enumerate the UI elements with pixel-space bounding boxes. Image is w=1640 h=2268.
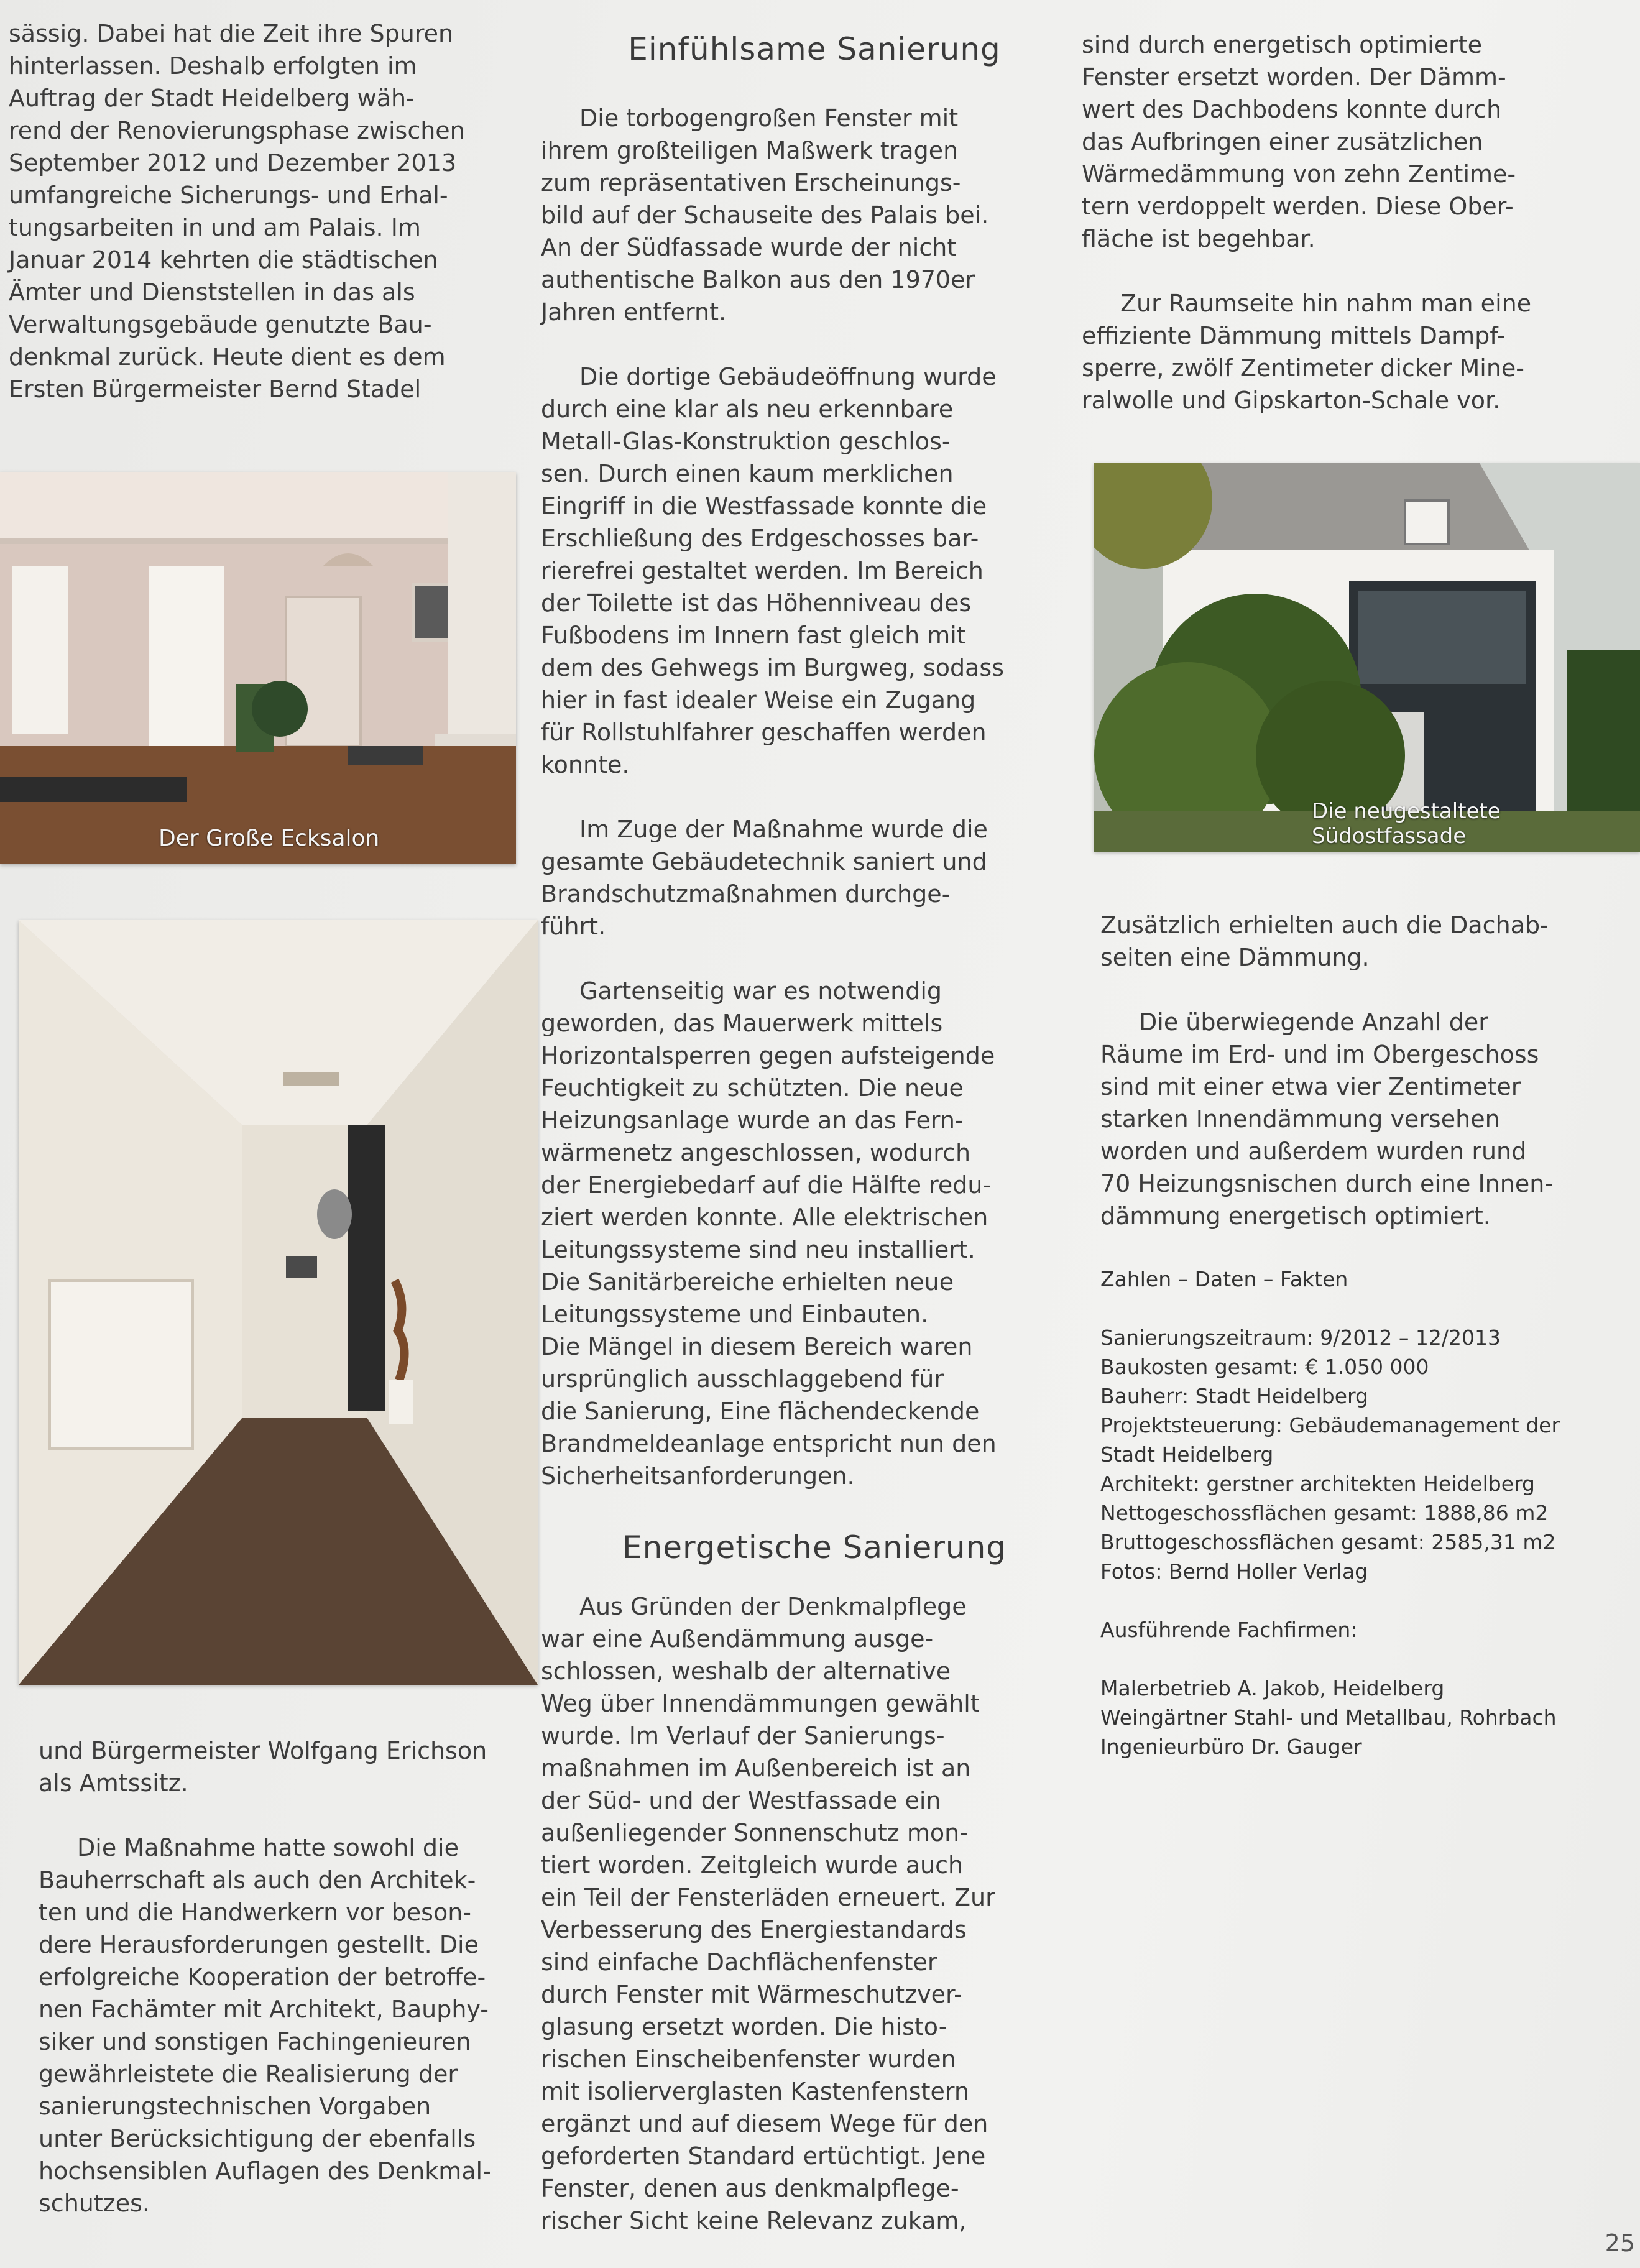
salon-image bbox=[0, 472, 516, 864]
facts-title: Zahlen – Daten – Fakten bbox=[1100, 1267, 1348, 1291]
paragraph: und Bürgermeister Wolfgang Erichson als Amtssitz. bbox=[39, 1737, 487, 1797]
paragraph: sässig. Dabei hat die Zeit ihre Spuren hinterlassen. Deshalb erfolgten im Auftrag der Stadt Heidelberg wäh- rend der Renovierungsphase zwischen September 2012 und Dezember 2013 umfangreiche Sicherungs- und Erhal- tungsarbeiten in und am Palais. Im Januar 2014 kehrten die städtischen Ämter und Dienststellen in das als Verwaltungsgebäude genutzte Bau- denkmal zurück. Heute dient es dem Ersten Bürgermeister Bernd Stadel bbox=[9, 20, 465, 403]
paragraph: Im Zuge der Maßnahme wurde die gesamte Gebäudetechnik saniert und Brandschutzmaßnahmen durchge- führt. bbox=[541, 816, 988, 940]
column-1-bottom bbox=[39, 1735, 536, 2220]
page-number: 25 bbox=[1605, 2229, 1635, 2257]
photo-corridor bbox=[19, 920, 538, 1685]
paragraph: Die Maßnahme hatte sowohl die Bauherrschaft als auch den Architek- ten und die Handwerkern vor beson- dere Herausforderungen gestellt. Die erfolgreiche Kooperation der betroffe- nen Fachämter mit Architekt, Bauphy- siker und sonstigen Fachingenieuren gewährleistete die Realisierung der sanierungstechnischen Vorgaben unter Berücksichtigung der ebenfalls hochsensiblen Auflagen des Denkmal- schutzes. bbox=[39, 1834, 491, 2217]
heading-energetische-sanierung: Energetische Sanierung bbox=[622, 1529, 1007, 1565]
photo-ecksalon bbox=[0, 472, 516, 864]
firms-list: Malerbetrieb A. Jakob, Heidelberg Weingärtner Stahl- und Metallbau, Rohrbach Ingenieurbüro Dr. Gauger bbox=[1100, 1676, 1557, 1759]
caption-ecksalon: Der Große Ecksalon bbox=[159, 826, 380, 851]
caption-suedostfassade: Die neugestaltete Südostfassade bbox=[1312, 799, 1501, 849]
paragraph: Gartenseitig war es notwendig geworden, das Mauerwerk mittels Horizontalsperren gegen aufsteigende Feuchtigkeit zu schützten. Die neue Heizungsanlage wurde an das Fern- wärmenetz angeschlossen, wodurch der Energiebedarf auf die Hälfte redu- ziert werden konnte. Alle elektrischen Leitungssysteme sind neu installiert. Die Sanitärbereiche erhielten neue Leitungssysteme und Einbauten. Die Mängel in diesem Bereich waren ursprünglich ausschlaggebend für die Sanierung, Eine flächendeckende Brandmeldeanlage entspricht nun den Sicherheitsanforderungen. bbox=[541, 977, 997, 1490]
column-3-bottom bbox=[1100, 909, 1635, 1761]
paragraph: Die torbogengroßen Fenster mit ihrem großteiligen Maßwerk tragen zum repräsentativen Erscheinungs- bild auf der Schauseite des Palais bei. An der Südfassade wurde der nicht authentische Balkon aus den 1970er Jahren entfernt. bbox=[541, 104, 989, 326]
photo-suedostfassade bbox=[1094, 463, 1640, 852]
paragraph: Die dortige Gebäudeöffnung wurde durch eine klar als neu erkennbare Metall-Glas-Konstruktion geschlos- sen. Durch einen kaum merklichen Eingriff in die Westfassade konnte die Erschließung des Erdgeschosses bar- rierefrei gestaltet werden. Im Bereich der Toilette ist das Höhenniveau des Fußbodens im Innern fast gleich mit dem des Gehwegs im Burgweg, sodass hier in fast idealer Weise ein Zugang für Rollstuhlfahrer geschaffen werden konnte. bbox=[541, 363, 1005, 778]
paragraph: Die überwiegende Anzahl der Räume im Erd- und im Obergeschoss sind mit einer etwa vier Zentimeter starken Innendämmung versehen worden und außerdem wurden rund 70 Heizungsnischen durch eine Innen- dämmung energetisch optimiert. bbox=[1100, 1008, 1554, 1230]
facade-image bbox=[1094, 463, 1640, 852]
firms-title: Ausführende Fachfirmen: bbox=[1100, 1618, 1358, 1642]
paragraph: Aus Gründen der Denkmalpflege war eine Außendämmung ausge- schlossen, weshalb der alternative Weg über Innendämmungen gewählt wurde. Im Verlauf der Sanierungs- maßnahmen im Außenbereich ist an der Süd- und der Westfassade ein außenliegender Sonnenschutz mon- tiert worden. Zeitgleich wurde auch ein Teil der Fensterläden erneuert. Zur Verbesserung des Energiestandards sind einfache Dachflächenfenster durch Fenster mit Wärmeschutzver- glasung ersetzt worden. Die histo- rischen Einscheibenfenster wurden mit isolierverglasten Kastenfenstern ergänzt und auf diesem Wege für den geforderten Standard ertüchtigt. Jene Fenster, denen aus denkmalpflege- rischer Sicht keine Relevanz zukam, bbox=[541, 1593, 995, 2234]
column-2 bbox=[541, 31, 1088, 2237]
column-1-top bbox=[9, 17, 506, 405]
column-3-top bbox=[1082, 29, 1616, 417]
corridor-image bbox=[19, 920, 538, 1685]
paragraph: Zusätzlich erhielten auch die Dachab- seiten eine Dämmung. bbox=[1100, 911, 1549, 971]
paragraph: Zur Raumseite hin nahm man eine effiziente Dämmung mittels Dampf- sperre, zwölf Zentimeter dicker Mine- ralwolle und Gipskarton-Schale vor. bbox=[1082, 290, 1532, 414]
heading-einfuehlsame-sanierung: Einfühlsame Sanierung bbox=[628, 31, 1001, 67]
paragraph: sind durch energetisch optimierte Fenster ersetzt worden. Der Dämm- wert des Dachbodens konnte durch das Aufbringen einer zusätzlichen Wärmedämmung von zehn Zentime- tern verdoppelt werden. Diese Ober- fläche ist begehbar. bbox=[1082, 31, 1516, 252]
facts-list: Sanierungszeitraum: 9/2012 – 12/2013 Baukosten gesamt: € 1.050 000 Bauherr: Stadt Heidelberg Projektsteuerung: Gebäudemanagement der Stadt Heidelberg Architekt: gerstner architekten Heidelberg Nettogeschossflächen gesamt: 1888,86 m2 Bruttogeschossflächen gesamt: 2585,31 m2 Fotos: Bernd Holler Verlag bbox=[1100, 1325, 1560, 1583]
